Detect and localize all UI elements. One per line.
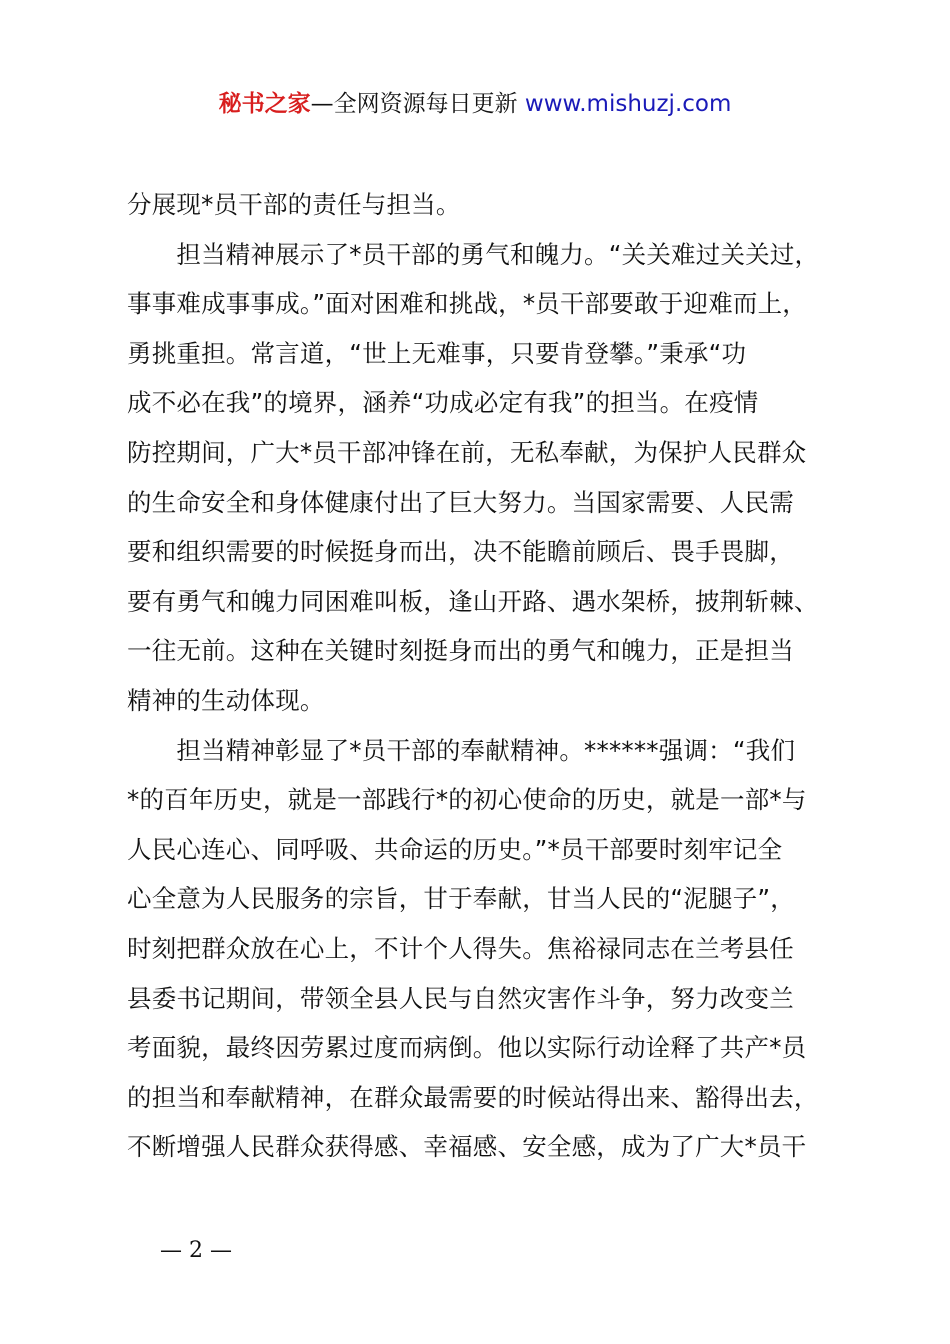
document-body xyxy=(127,180,867,1172)
text-line: 勇挑重担。常言道，“世上无难事，只要肯登攀。”秉承“功 xyxy=(127,338,747,368)
text-line: 担当精神展示了*员干部的勇气和魄力。“关关难过关关过， xyxy=(127,239,820,269)
text-line: 县委书记期间，带领全县人民与自然灾害作斗争，努力改变兰 xyxy=(127,983,794,1013)
text-line: 人民心连心、同呼吸、共命运的历史。”*员干部要时刻牢记全 xyxy=(127,834,783,864)
text-line: 成不必在我”的境界，涵养“功成必定有我”的担当。在疫情 xyxy=(127,388,759,418)
text-line: 要有勇气和魄力同困难叫板，逢山开路、遇水架桥，披荆斩棘、 xyxy=(127,586,819,616)
text-line: 要和组织需要的时候挺身而出，决不能瞻前顾后、畏手畏脚， xyxy=(127,537,794,567)
text-line: 担当精神彰显了*员干部的奉献精神。******强调：“我们 xyxy=(127,735,796,765)
brand-name: 秘书之家 xyxy=(218,91,311,117)
text-line: 的生命安全和身体健康付出了巨大努力。当国家需要、人民需 xyxy=(127,487,794,517)
text-line: 的担当和奉献精神，在群众最需要的时候站得出来、豁得出去， xyxy=(127,1082,819,1112)
page-number: — 2 — xyxy=(160,1238,232,1263)
text-line: 考面貌，最终因劳累过度而病倒。他以实际行动诠释了共产*员 xyxy=(127,1033,807,1063)
text-line: 精神的生动体现。 xyxy=(127,685,325,715)
text-line: 事事难成事事成。”面对困难和挑战，*员干部要敢于迎难而上， xyxy=(127,289,807,319)
header-slogan: —全网资源每日更新 xyxy=(310,91,525,117)
text-line: 不断增强人民群众获得感、幸福感、安全感，成为了广大*员干 xyxy=(127,1132,807,1162)
text-line: 心全意为人民服务的宗旨，甘于奉献，甘当人民的“泥腿子”， xyxy=(127,884,795,914)
site-url[interactable]: www.mishuzj.com xyxy=(524,91,732,117)
text-line: *的百年历史，就是一部践行*的初心使命的历史，就是一部*与 xyxy=(127,785,807,815)
text-line: 一往无前。这种在关键时刻挺身而出的勇气和魄力，正是担当 xyxy=(127,636,794,666)
text-line: 防控期间，广大*员干部冲锋在前，无私奉献，为保护人民群众 xyxy=(127,437,807,467)
text-line: 分展现*员干部的责任与担当。 xyxy=(127,190,461,219)
text-line: 时刻把群众放在心上，不计个人得失。焦裕禄同志在兰考县任 xyxy=(127,933,794,963)
site-header xyxy=(0,88,950,120)
